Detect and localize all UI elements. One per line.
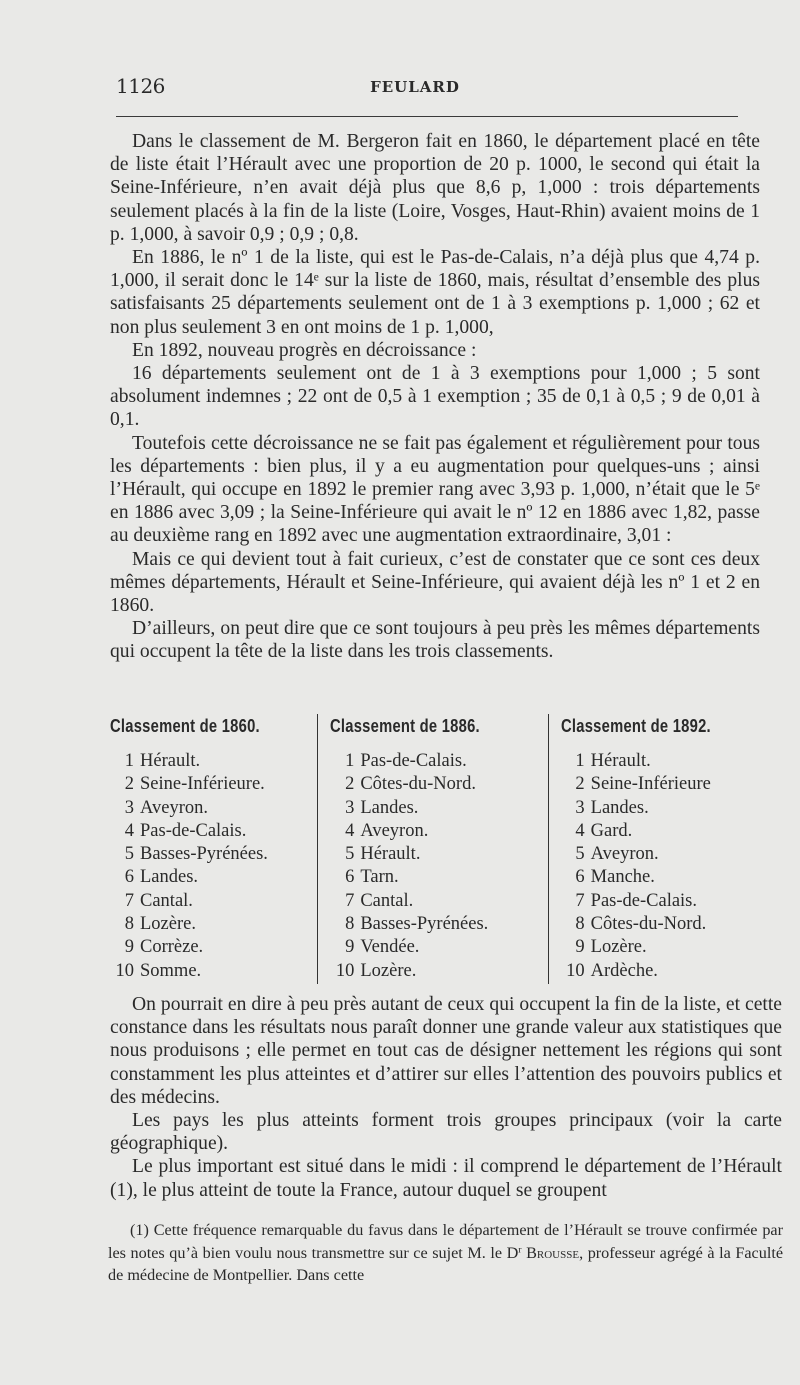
ranking-item: 9 Vendée. — [345, 937, 420, 958]
ranking-item: 6 Tarn. — [345, 867, 399, 888]
paragraph: D’ailleurs, on peut dire que ce sont toujours à peu près les mêmes départements qui occupent la tête de la liste dans les trois classements. — [110, 618, 760, 663]
ranking-item: 6 Landes. — [124, 867, 199, 888]
ranking-item: 1 Hérault. — [575, 751, 651, 771]
ranking-item: 5 Hérault. — [345, 844, 421, 865]
ranking-item: 7 Pas-de-Calais. — [575, 890, 698, 911]
ranking-list — [561, 750, 770, 983]
ranking-list — [110, 750, 317, 983]
author-name: Brousse — [526, 1243, 580, 1262]
ranking-item: 2 Seine-Inférieure — [575, 774, 711, 795]
ranking-item: 8 Lozère. — [124, 914, 196, 935]
ranking-item: 9 Corrèze. — [124, 937, 204, 958]
header-rule — [116, 116, 738, 117]
running-head: FEULARD — [370, 78, 460, 96]
footnote — [108, 1219, 783, 1287]
ranking-item: 10 Ardèche. — [566, 960, 658, 981]
ranking-item: 10 Somme. — [115, 960, 202, 981]
ranking-item: 3 Landes. — [575, 797, 649, 818]
paragraph: On pourrait en dire à peu près autant de ceux qui occupent la fin de la liste, et cette constance dans les résultats nous paraît donner une grande valeur aux statistiques que nous produisons ; elle permet en tout cas de désigner nettement les régions qui sont constamment les plus atteintes et d’attirer sur elles l’attention des pouvoirs publics et des médecins. — [110, 994, 782, 1108]
paragraph: Dans le classement de M. Bergeron fait en 1860, le département placé en tête de liste était l’Hérault avec une proportion de 20 p. 1000, le second qui était la Seine-Inférieure, n’en avait déjà plus que 8,6 p, 1,000 : trois départements seulement placés à la fin de la liste (Loire, Vosges, Haut-Rhin) avaient moins de 1 p. 1,000, à savoir 0,9 ; 0,9 ; 0,8. — [110, 131, 760, 245]
ranking-item: 1 Pas-de-Calais. — [345, 751, 467, 771]
ranking-item: 4 Pas-de-Calais. — [124, 820, 247, 841]
paragraph: Toutefois cette décroissance ne se fait pas également et régulièrement pour tous les départements : bien plus, il y a eu augmentation pour quelques-uns ; ainsi l’Hérault, qui occupe en 1892 le premier rang avec 3,93 p. 1,000, n’était que le 5ᵉ en 1886 avec 3,09 ; la Seine-Inférieure qui avait le nº 12 en 1886 avec 1,82, passe au deuxième rang en 1892 avec une augmentation extraordinaire, 3,01 : — [110, 432, 760, 547]
rankings-table — [110, 714, 770, 984]
paragraph: En 1886, le nº 1 de la liste, qui est le Pas-de-Calais, n’a déjà plus que 4,74 p. 1,000, il serait donc le 14ᵉ sur la liste de 1860, mais, résultat d’ensemble des plus satisfaisants 25 départements seulement ont de 1 à 3 exemptions p. 1,000 ; 62 et non plus seulement 3 en ont moins de 1 p. 1,000, — [110, 247, 760, 338]
column-title: Classement de 1892. — [560, 716, 711, 736]
ranking-item: 9 Lozère. — [575, 937, 647, 958]
ranking-item: 4 Aveyron. — [345, 820, 429, 841]
ranking-item: 6 Manche. — [575, 867, 655, 888]
ranking-item: 10 Lozère. — [335, 960, 417, 981]
body-text — [110, 130, 760, 664]
paragraph: 16 départements seulement ont de 1 à 3 exemptions pour 1,000 ; 5 sont absolument indemnes ; 22 ont de 0,5 à 1 exemption ; 35 de 0,1 à 0,5 ; 9 de 0,01 à 0,1. — [110, 363, 760, 431]
ranking-column-1860 — [110, 714, 317, 984]
ranking-item: 8 Côtes-du-Nord. — [575, 914, 707, 935]
ranking-item: 4 Gard. — [575, 820, 633, 841]
column-title: Classement de 1886. — [330, 716, 481, 736]
paragraph: Mais ce qui devient tout à fait curieux, c’est de constater que ce sont ces deux mêmes départements, Hérault et Seine-Inférieure, qui avaient déjà les nº 1 et 2 en 1860. — [110, 548, 760, 617]
ranking-item: 3 Aveyron. — [124, 797, 208, 818]
paragraph: En 1892, nouveau progrès en décroissance : — [132, 339, 477, 361]
ranking-item: 2 Seine-Inférieure. — [124, 774, 265, 795]
ranking-item: 8 Basses-Pyrénées. — [345, 914, 489, 935]
ranking-item: 1 Hérault. — [124, 751, 201, 771]
ranking-item: 5 Basses-Pyrénées. — [124, 844, 268, 865]
ranking-item: 3 Landes. — [345, 797, 419, 818]
ranking-column-1892 — [548, 714, 770, 984]
paragraph: Les pays les plus atteints forment trois groupes principaux (voir la carte géographique). — [110, 1110, 782, 1155]
ranking-column-1886 — [317, 714, 547, 984]
ranking-item: 7 Cantal. — [124, 890, 193, 911]
paragraph: Le plus important est situé dans le midi : il comprend le département de l’Hérault (1), le plus atteint de toute la France, autour duquel se groupent — [110, 1156, 782, 1201]
ranking-item: 7 Cantal. — [345, 890, 414, 911]
continuation-text — [110, 993, 782, 1202]
footnote-text: (1) Cette fréquence remarquable du favus dans le département de l’Hérault se trouve confirmée par les notes qu’à bien voulu nous transmettre sur ce sujet M. le $D^r$ Brousse, professeur agrégé à la Faculté de médecine de Montpellier. Dans cette — [108, 1221, 783, 1284]
ranking-item: 2 Côtes-du-Nord. — [345, 774, 476, 795]
page-number: 1126 — [116, 74, 165, 98]
ranking-list — [330, 750, 547, 983]
ranking-item: 5 Aveyron. — [575, 844, 659, 865]
column-title: Classement de 1860. — [110, 716, 260, 736]
